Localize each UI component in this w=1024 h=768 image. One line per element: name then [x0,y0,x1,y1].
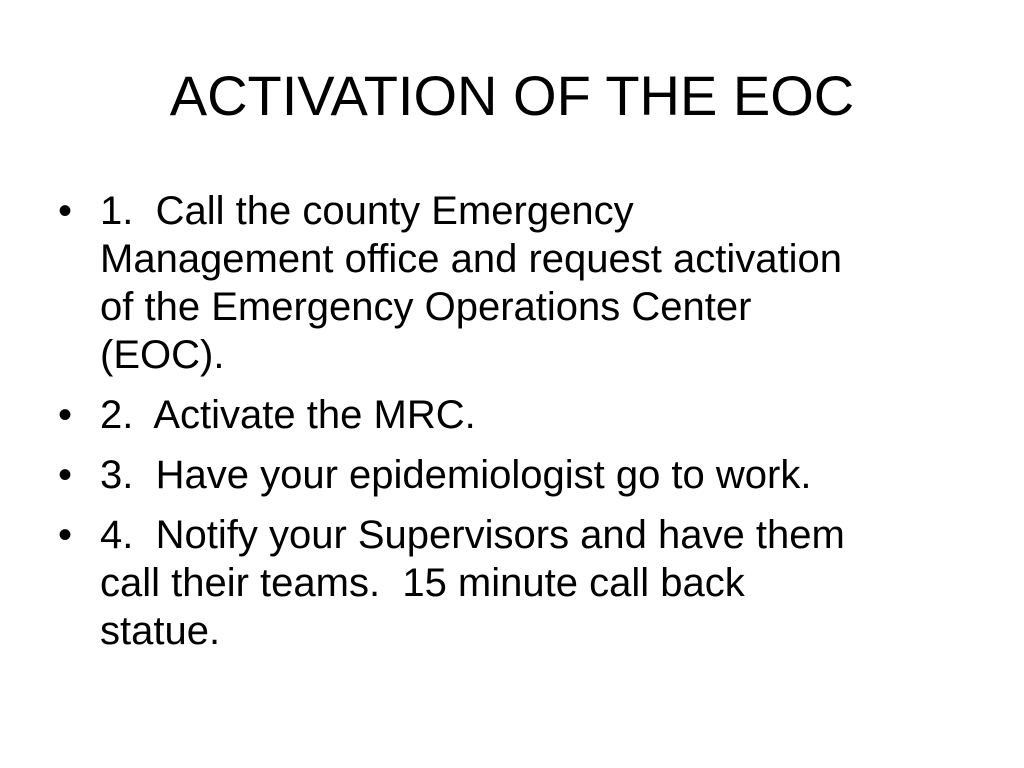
bullet-text: 2. Activate the MRC. [100,393,476,437]
bullet-item-4 [58,511,958,655]
bullet-marker: • [58,513,73,557]
bullet-item-3 [58,451,958,499]
bullet-text: 3. Have your epidemiologist go to work. [100,453,812,497]
bullet-text: 4. Notify your Supervisors and have them call their teams. 15 minute call back statue. [100,513,845,653]
bullet-text: 1. Call the county Emergency Management office and request activation of the Emergency Operations Center (EOC). [100,189,842,377]
bullet-list [58,187,958,667]
bullet-marker: • [58,453,73,497]
slide-title: ACTIVATION OF THE EOC [169,64,855,127]
bullet-item-1 [58,187,958,379]
bullet-marker: • [58,189,73,233]
bullet-item-2 [58,391,958,439]
bullet-marker: • [58,393,73,437]
